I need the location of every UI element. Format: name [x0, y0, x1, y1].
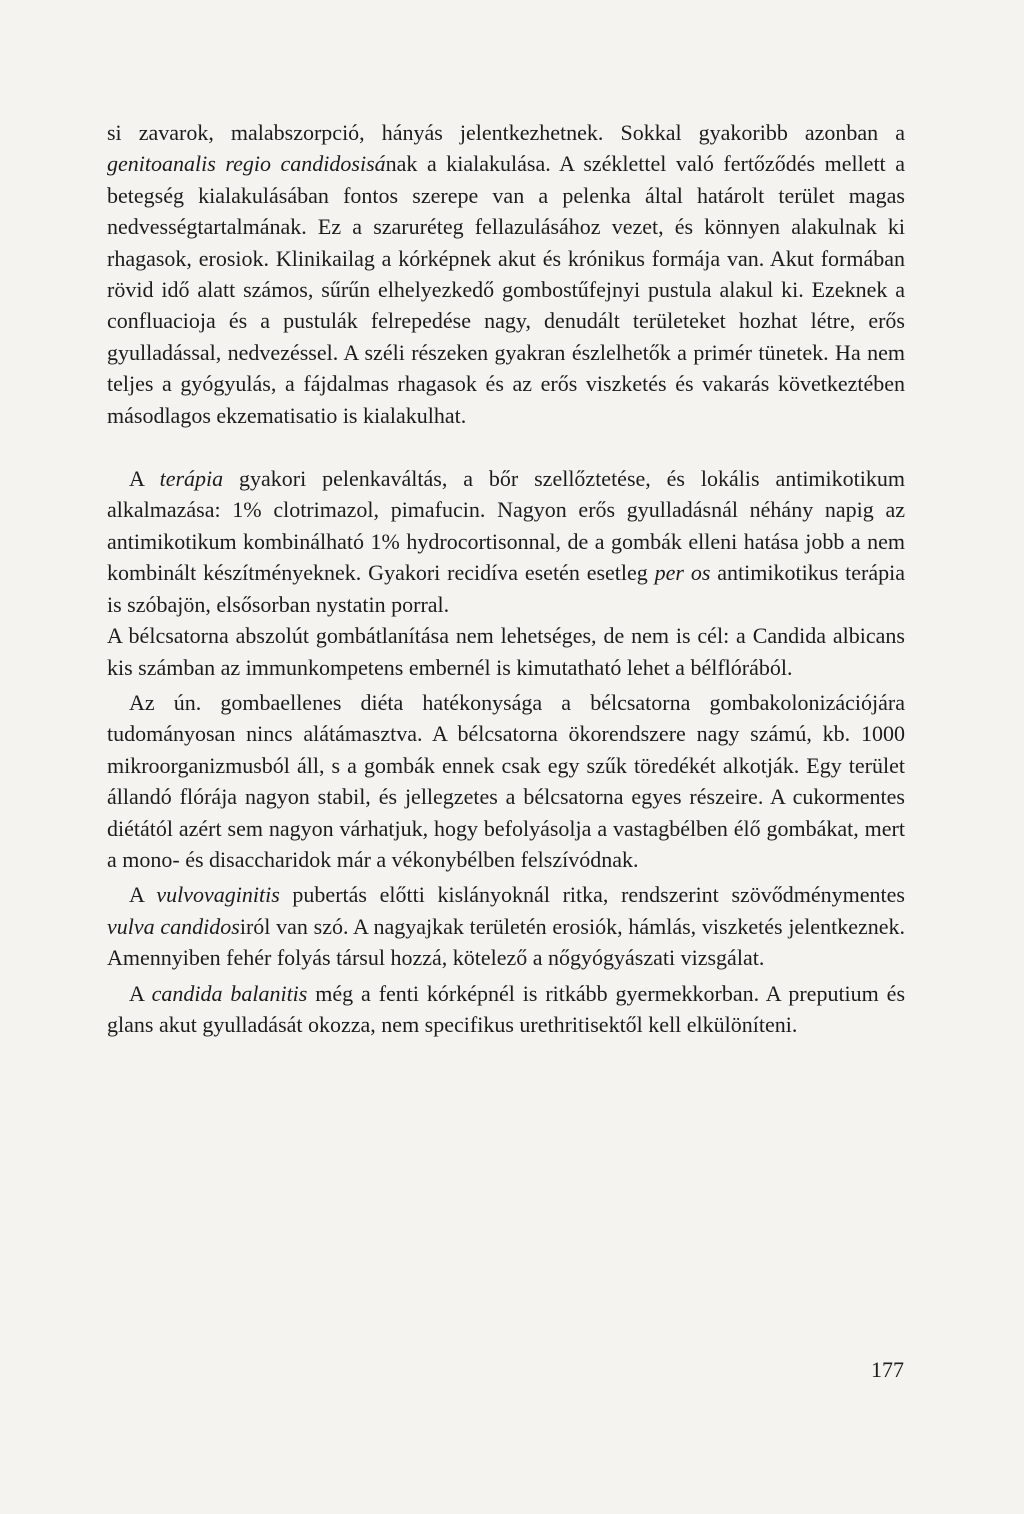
page-number: 177: [871, 1357, 904, 1382]
paragraph-2: [107, 463, 905, 620]
text-run: nak a kialakulása. A széklettel való fertőződés mellett a betegség kialakulásában fontos szerepe van a pelenka által határolt terület magas nedvességtartalmának. Ez a szaruréteg fellazulásához vezet, és könnyen alakulnak ki rhagasok, erosiok. Klinikailag a kórképnek akut és krónikus formája van. Akut formában rövid idő alatt számos, sűrűn elhelyezkedő gombostűfejnyi pustula alakul ki. Ezeknek a confluacioja és a pustulák felrepedése nagy, denudált területeket hozhat létre, erős gyulladással, nedvezéssel. A széli részeken gyakran észlelhetők a primér tünetek. Ha nem teljes a gyógyulás, a fájdalmas rhagasok és az erős viszketés és vakarás következtében másodlagos ekzematisatio is kialakulhat.: [107, 151, 905, 428]
text-run: antimikotikus terápia is szóbajön, elsősorban nystatin porral.: [107, 560, 905, 617]
text-run: Az ún. gombaellenes diéta hatékonysága a bélcsatorna gombakolonizációjára tudományosan nincs alátámasztva. A bélcsatorna ökorendszere nagy számú, kb. 1000 mikroorganizmusból áll, s a gombák ennek csak egy szűk töredékét alkotják. Egy terület állandó flórája nagyon stabil, és jellegzetes a bélcsatorna egyes részeire. A cukormentes diétától azért sem nagyon várhatjuk, hogy befolyásolja a vastagbélben élő gombákat, mert a mono- és disaccharidok már a vékonybélben felszívódnak.: [107, 689, 905, 872]
text-run: A bélcsatorna abszolút gombátlanítása nem lehetséges, de nem is cél: a Candida albicans kis számban az immunkompetens embernél is kimutatható lehet a bélflórából.: [107, 623, 905, 680]
text-run: gyakori pelenkaváltás, a bőr szellőztetése, és lokális antimikotikum alkalmazása: 1% clotrimazol, pimafucin. Nagyon erős gyulladásnál néhány napig az antimikotikum kombinálható 1% hydrocortisonnal, de a gombák elleni hatása jobb a nem kombinált készítményeknek. Gyakori recidíva esetén esetleg: [107, 466, 905, 586]
text-run: A: [129, 466, 160, 492]
paragraph-5: [107, 879, 905, 973]
text-run: A: [129, 980, 152, 1006]
text-run: A: [129, 882, 157, 908]
italic-term: candida balanitis: [151, 980, 308, 1006]
paragraph-6: [107, 978, 905, 1041]
text-run: pubertás előtti kislányoknál ritka, rendszerint szövődménymentes: [279, 882, 905, 908]
paragraph-1: [107, 117, 905, 431]
paragraph-4: [107, 687, 905, 875]
italic-term: vulva candidos: [107, 913, 240, 939]
text-run: si zavarok, malabszorpció, hányás jelentkezhetnek. Sokkal gyakoribb azonban a: [107, 120, 905, 145]
text-run: még a fenti kórképnél is ritkább gyermekkorban. A preputium és glans akut gyulladását okozza, nem specifikus urethritisektől kell elkülöníteni.: [107, 980, 906, 1037]
paragraph-3: [107, 620, 905, 683]
italic-term: terápia: [159, 466, 224, 492]
page-body: [107, 117, 905, 1040]
text-run: iról van szó. A nagyajkak területén erosiók, hámlás, viszketés jelentkeznek. Amennyiben fehér folyás társul hozzá, kötelező a nőgyógyászati vizsgálat.: [107, 913, 905, 971]
italic-term: per os: [654, 560, 711, 586]
italic-term: vulvovaginitis: [156, 882, 280, 908]
italic-term: genitoanalis regio candidosisá: [107, 151, 386, 177]
